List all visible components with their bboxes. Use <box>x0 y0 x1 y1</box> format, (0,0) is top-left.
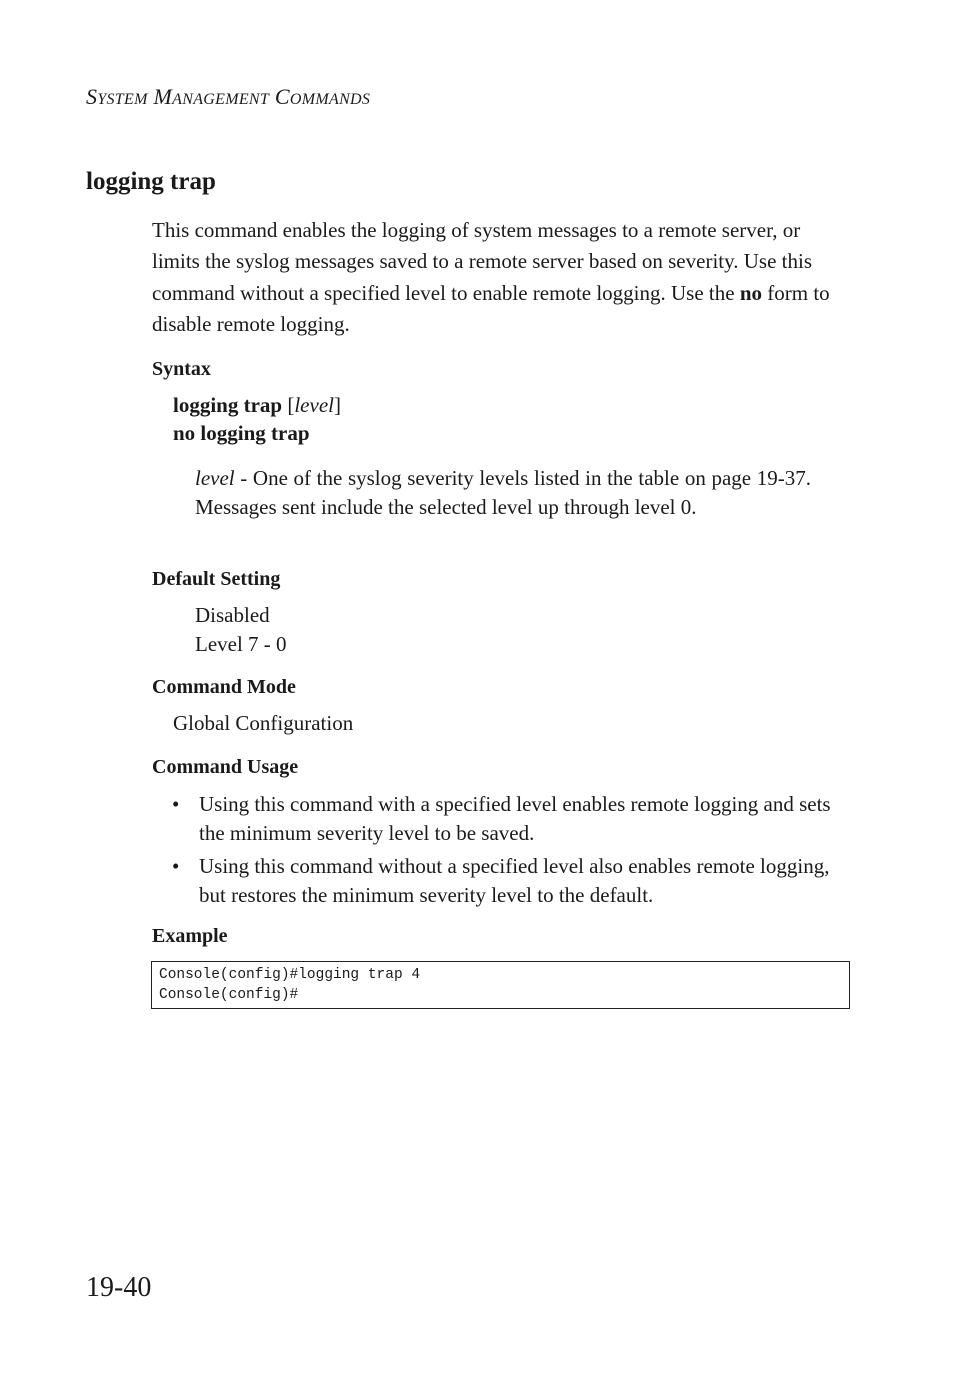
code-line: Console(config)#logging trap 4 <box>159 967 421 983</box>
header-word-commands: COMMANDS <box>274 84 371 109</box>
syntax-param-description: level - One of the syslog severity levels listed in the table on page 19-37. Messages sent include the selected level up through level 0. <box>195 466 811 519</box>
intro-paragraph: This command enables the logging of system messages to a remote server, or limits the syslog messages saved to a remote server based on severity. Use this command without a specified level to enable remote logging. Use the no form to disable remote logging. <box>152 218 830 336</box>
bullet-icon: • <box>172 792 180 816</box>
command-mode-value: Global Configuration <box>173 711 354 735</box>
syntax-line-1: logging trap [level] <box>173 393 341 417</box>
intro-bold-keyword: no <box>739 280 763 305</box>
code-line: Console(config)# <box>159 987 299 1003</box>
bullet-icon: • <box>172 854 180 878</box>
default-setting-value-2: Level 7 - 0 <box>195 632 287 656</box>
command-usage-heading: Command Usage <box>152 756 299 778</box>
example-heading: Example <box>152 925 228 947</box>
page-number: 19-40 <box>86 1272 152 1303</box>
command-mode-heading: Command Mode <box>152 676 296 698</box>
list-item: • Using this command without a specified level also enables remote logging, but restores the minimum severity level to the default. <box>172 854 830 907</box>
header-word-system: SYSTEM <box>86 84 148 109</box>
command-title: logging trap <box>86 168 216 195</box>
syntax-heading: Syntax <box>152 358 211 380</box>
example-code-block <box>151 961 850 1009</box>
header-word-management: MANAGEMENT <box>153 84 270 109</box>
default-setting-heading: Default Setting <box>152 568 281 590</box>
command-usage-list <box>172 790 844 914</box>
list-item: • Using this command with a specified level enables remote logging and sets the minimum severity level to be saved. <box>172 792 831 845</box>
default-setting-value-1: Disabled <box>195 603 270 627</box>
syntax-line-2: no logging trap <box>173 421 310 445</box>
running-header <box>86 84 370 110</box>
